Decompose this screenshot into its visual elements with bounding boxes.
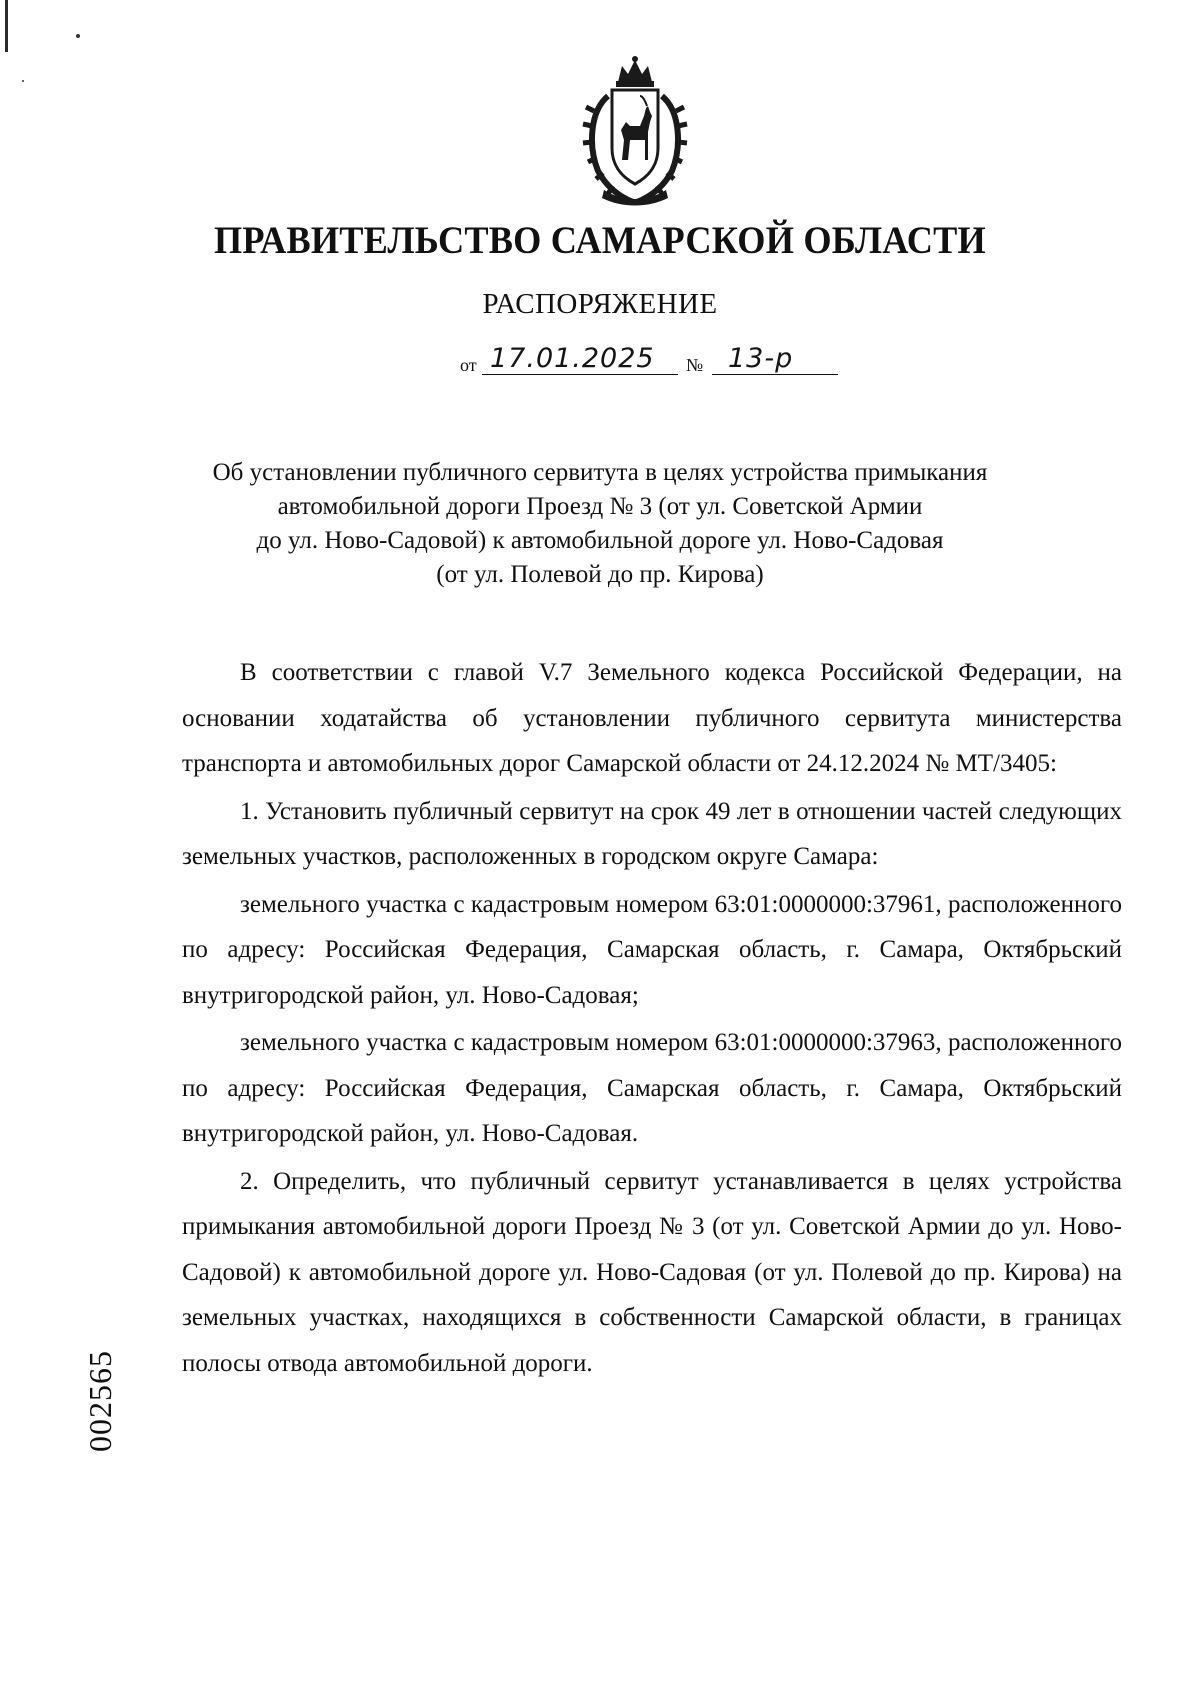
date-number-line xyxy=(460,342,840,382)
handwritten-number: 13-р xyxy=(728,343,794,374)
document-heading xyxy=(150,456,1050,592)
handwritten-date: 17.01.2025 xyxy=(490,343,655,374)
heading-line: до ул. Ново-Садовой) к автомобильной дороге ул. Ново-Садовая xyxy=(256,527,944,554)
margin-serial-number: 002565 xyxy=(82,1350,118,1452)
heading-line: Об установлении публичного сервитута в целях устройства примыкания xyxy=(212,459,988,486)
date-underline xyxy=(482,374,678,375)
item-1-paragraph: 1. Установить публичный сервитут на срок 49 лет в отношении частей следующих земельных участков, расположенных в городском округе Самара: xyxy=(182,797,1122,870)
scan-speck xyxy=(22,80,24,82)
heading-line: (от ул. Полевой до пр. Кирова) xyxy=(436,561,764,588)
parcel-2-paragraph: земельного участка с кадастровым номером 63:01:0000000:37963, расположенного по адресу: Российская Федерация, Самарская область, г. Самара, Октябрьский внутригородской район, ул. Ново-Садовая. xyxy=(182,1029,1122,1147)
preamble-paragraph: В соответствии с главой V.7 Земельного кодекса Российской Федерации, на основании ходатайства об установлении публичного сервитута министерства транспорта и автомобильных дорог Самарской области от 24.12.2024 № МТ/3405: xyxy=(182,659,1122,777)
date-prefix: от xyxy=(460,355,477,375)
parcel-1-paragraph: земельного участка с кадастровым номером 63:01:0000000:37961, расположенного по адресу: Российская Федерация, Самарская область, г. Самара, Октябрьский внутригородской район, ул. Ново-Садовая; xyxy=(182,890,1122,1009)
organization-title: ПРАВИТЕЛЬСТВО САМАРСКОЙ ОБЛАСТИ xyxy=(214,219,986,262)
document-type: РАСПОРЯЖЕНИЕ xyxy=(482,288,718,320)
document-body xyxy=(182,650,1122,1386)
scan-edge-mark xyxy=(5,0,8,52)
number-prefix: № xyxy=(686,355,704,375)
number-underline xyxy=(712,374,838,375)
heading-line: автомобильной дороги Проезд № 3 (от ул. Советской Армии xyxy=(277,493,923,520)
item-2-paragraph: 2. Определить, что публичный сервитут устанавливается в целях устройства примыкания автомобильной дороги Проезд № 3 (от ул. Советской Армии до ул. Ново-Садовой) к автомобильной дороге ул. Ново-Садовая (от ул. Полевой до пр. Кирова) на земельных участках, находящихся в собственности Самарской области, в границах полосы отвода автомобильной дороги. xyxy=(182,1167,1122,1377)
coat-of-arms-icon xyxy=(578,56,692,206)
scan-speck xyxy=(76,34,80,38)
